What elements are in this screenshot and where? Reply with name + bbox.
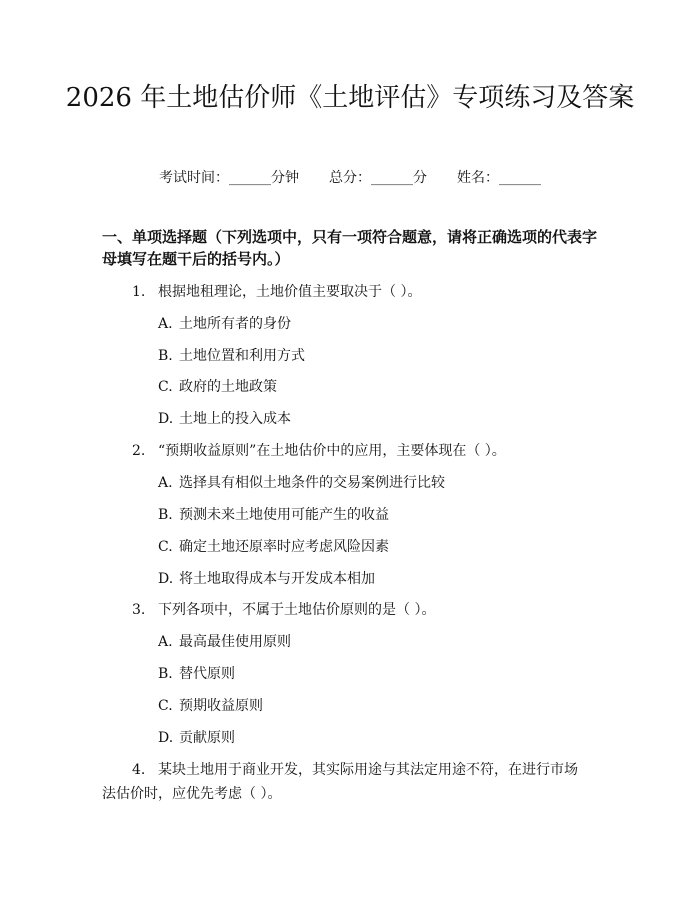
option-3b bbox=[158, 664, 235, 684]
question-number: 4. bbox=[132, 762, 146, 778]
option-letter: B. bbox=[158, 348, 173, 364]
exam-info-line bbox=[0, 168, 700, 188]
option-2b bbox=[158, 505, 389, 525]
option-text: 政府的土地政策 bbox=[179, 379, 277, 395]
question-number: 1. bbox=[132, 284, 146, 300]
option-letter: C. bbox=[158, 379, 173, 395]
option-letter: A. bbox=[158, 634, 173, 650]
option-letter: A. bbox=[158, 475, 173, 491]
option-text: 预期收益原则 bbox=[179, 698, 263, 714]
option-3c bbox=[158, 696, 263, 716]
total-score-field: 总分：______分 bbox=[329, 170, 427, 186]
option-letter: D. bbox=[158, 411, 174, 427]
option-text: 土地所有者的身份 bbox=[179, 316, 291, 332]
option-1b bbox=[158, 346, 305, 366]
option-1d bbox=[158, 409, 291, 429]
option-text: 预测未来土地使用可能产生的收益 bbox=[179, 507, 389, 523]
section-heading: 一、单项选择题（下列选项中，只有一项符合题意，请将正确选项的代表字母填写在题干后的括号内。） bbox=[102, 228, 598, 268]
question-2 bbox=[132, 441, 506, 461]
option-letter: C. bbox=[158, 698, 173, 714]
question-3 bbox=[132, 600, 435, 620]
question-text: 某块土地用于商业开发，其实际用途与其法定用途不符，在进行市场法估价时，应优先考虑（ ）。 bbox=[102, 762, 578, 802]
option-text: 确定土地还原率时应考虑风险因素 bbox=[179, 539, 389, 555]
option-letter: C. bbox=[158, 539, 173, 555]
option-text: 将土地取得成本与开发成本相加 bbox=[179, 571, 375, 587]
option-letter: D. bbox=[158, 571, 174, 587]
question-text: 下列各项中，不属于土地估价原则的是（ ）。 bbox=[158, 602, 436, 618]
name-field: 姓名：______ bbox=[457, 170, 541, 186]
option-1a bbox=[158, 314, 291, 334]
option-letter: A. bbox=[158, 316, 173, 332]
question-number: 3. bbox=[132, 602, 146, 618]
option-text: 选择具有相似土地条件的交易案例进行比较 bbox=[179, 475, 445, 491]
option-letter: B. bbox=[158, 507, 173, 523]
question-number: 2. bbox=[132, 443, 146, 459]
option-2d bbox=[158, 569, 375, 589]
exam-time-field: 考试时间：______分钟 bbox=[159, 170, 299, 186]
option-letter: D. bbox=[158, 730, 174, 746]
option-text: 土地位置和利用方式 bbox=[179, 348, 305, 364]
option-3a bbox=[158, 632, 291, 652]
question-text: “预期收益原则”在土地估价中的应用，主要体现在（ ）。 bbox=[158, 443, 506, 459]
question-text: 根据地租理论，土地价值主要取决于（ ）。 bbox=[158, 284, 422, 300]
option-text: 贡献原则 bbox=[179, 730, 235, 746]
option-text: 最高最佳使用原则 bbox=[179, 634, 291, 650]
question-4 bbox=[102, 758, 582, 806]
option-letter: B. bbox=[158, 666, 173, 682]
option-2c bbox=[158, 537, 389, 557]
option-3d bbox=[158, 728, 235, 748]
option-1c bbox=[158, 377, 277, 397]
option-text: 土地上的投入成本 bbox=[179, 411, 291, 427]
option-2a bbox=[158, 473, 445, 493]
page-title: 2026 年土地估价师《土地评估》专项练习及答案 bbox=[65, 83, 635, 113]
option-text: 替代原则 bbox=[179, 666, 235, 682]
question-1 bbox=[132, 282, 421, 302]
